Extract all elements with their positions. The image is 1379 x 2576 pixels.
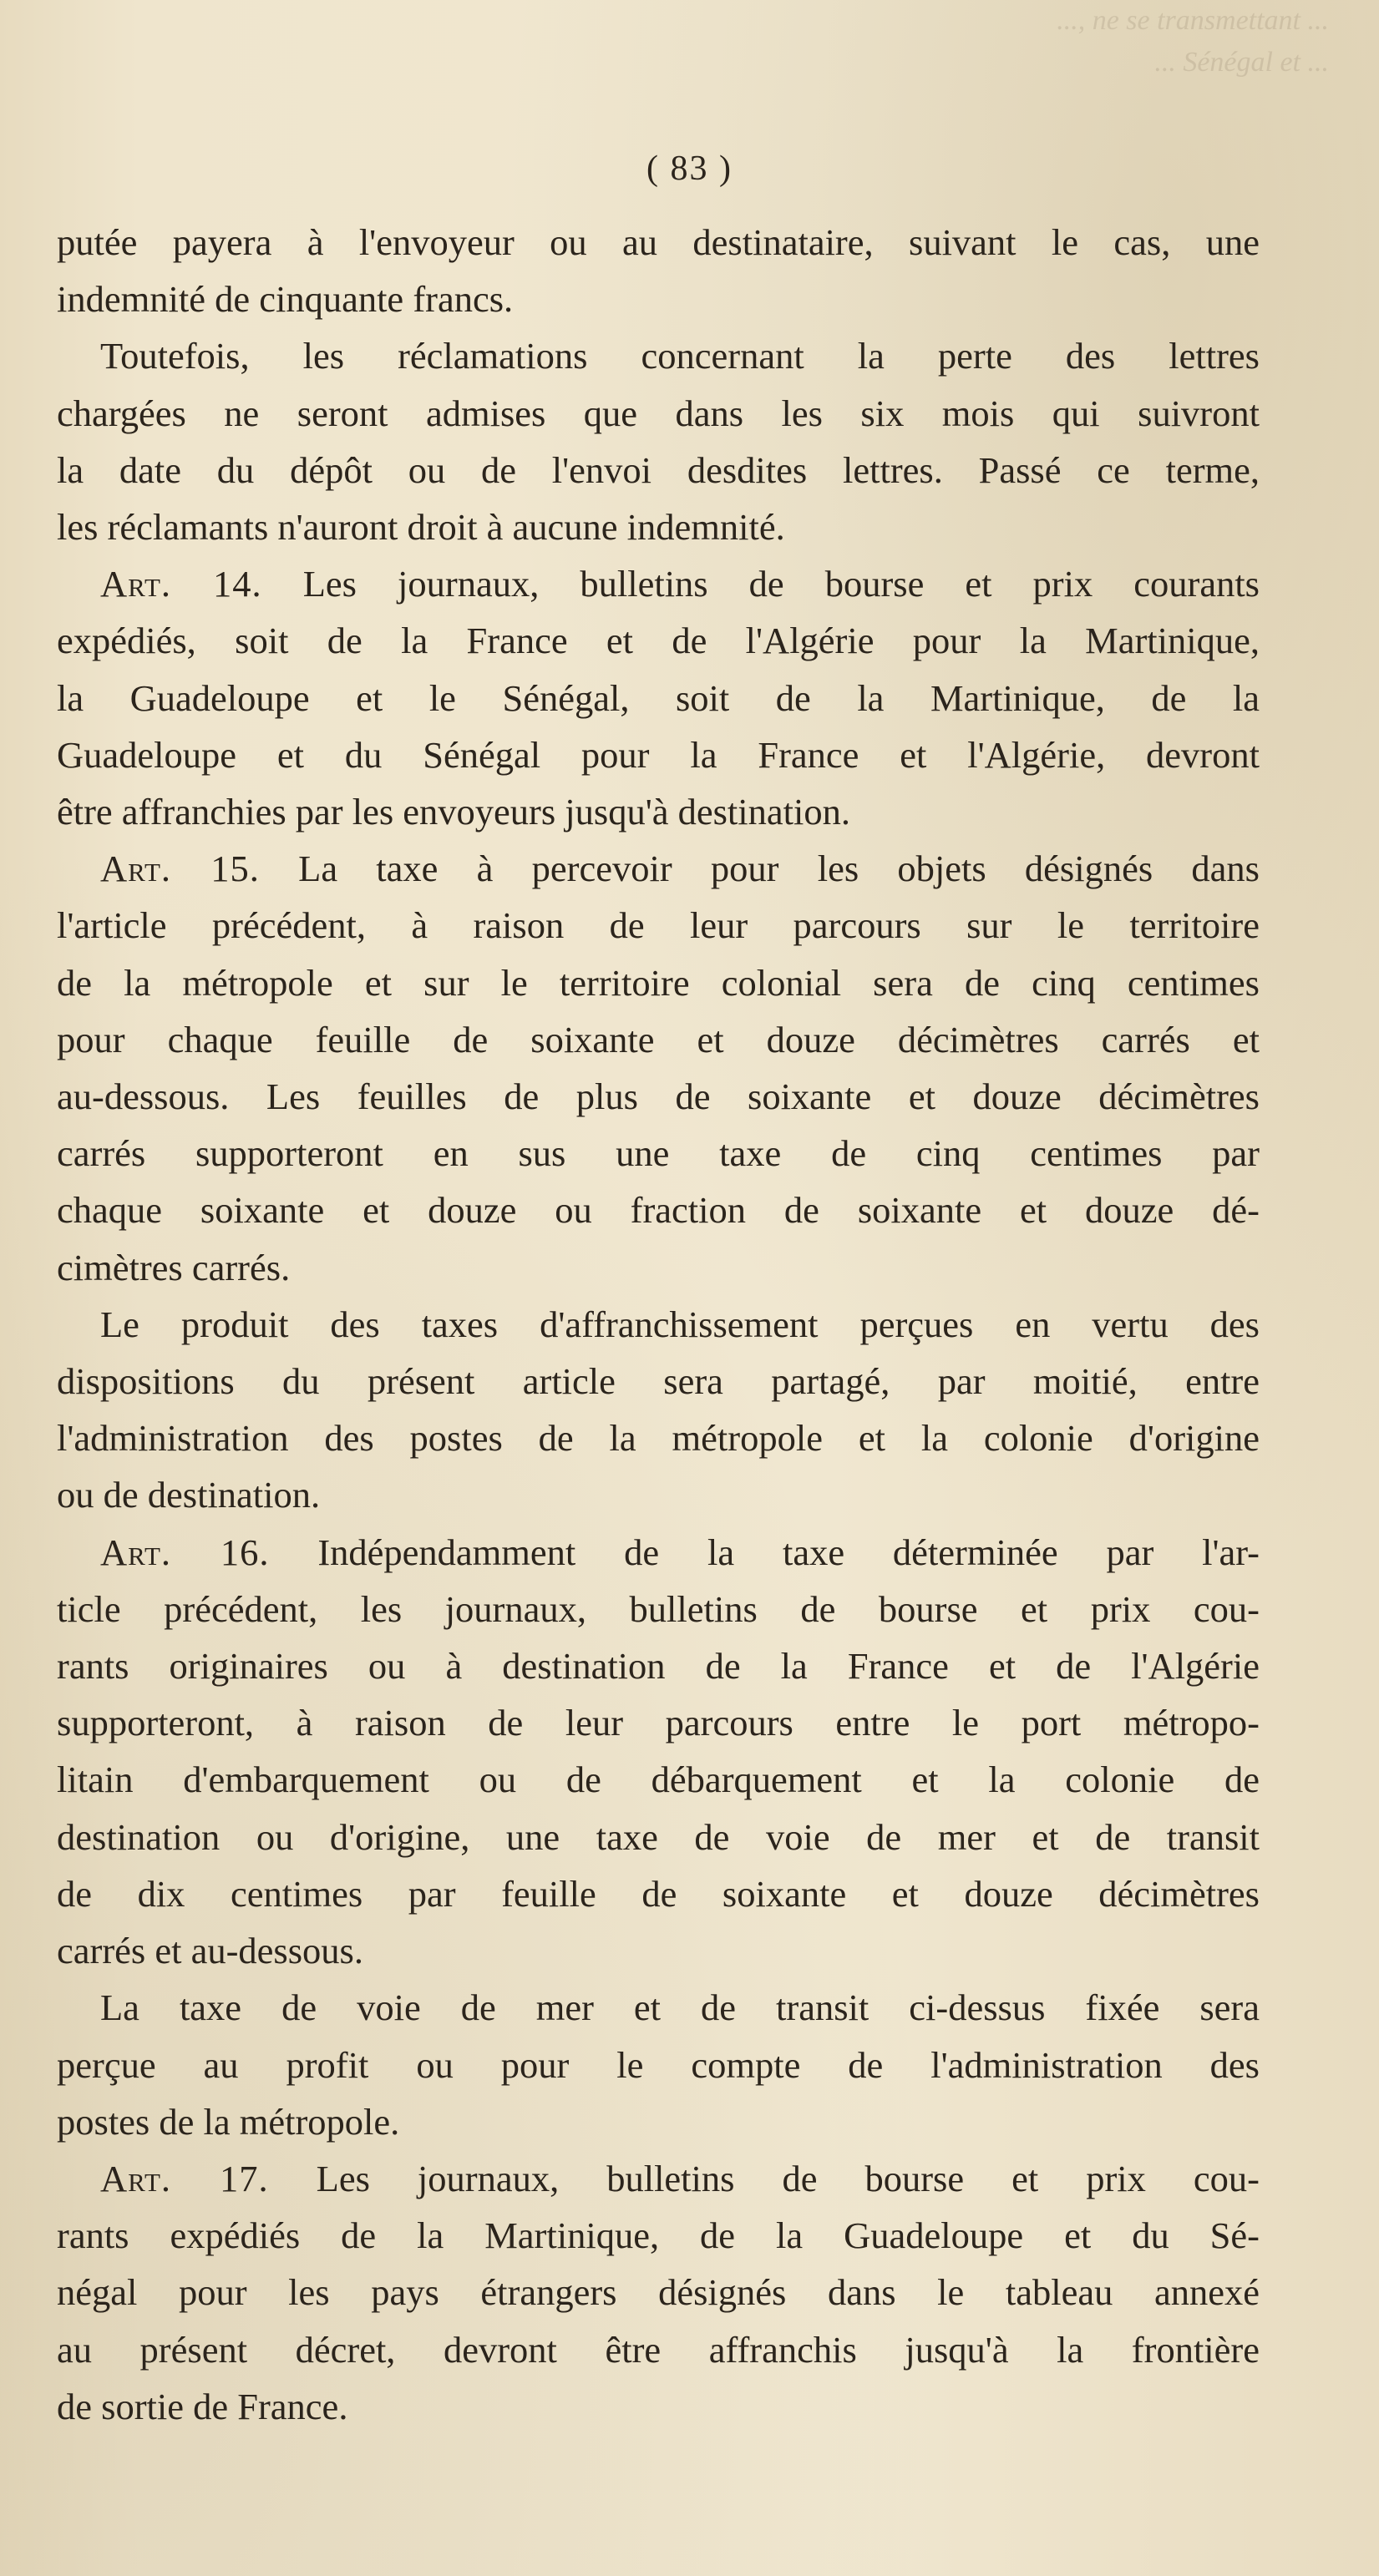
article-label: Art. 14. (100, 563, 262, 605)
text-line: rants expédiés de la Martinique, de la Guadeloupe et du Sé- (57, 2214, 1260, 2257)
article-16 (57, 1524, 1260, 1980)
text-line: de dix centimes par feuille de soixante et douze décimètres (57, 1872, 1260, 1915)
text-line: La taxe de voie de mer et de transit ci-dessus fixée sera (100, 1986, 1260, 2029)
line-fragment: Indépendamment de la taxe déterminée par l'ar- (269, 1531, 1260, 1573)
text-line: de sortie de France. (57, 2385, 348, 2427)
paragraph (57, 214, 1260, 327)
text-line: la date du dépôt ou de l'envoi desdites lettres. Passé ce terme, (57, 448, 1260, 491)
page-number: ( 83 ) (646, 149, 733, 188)
text-line: l'article précédent, à raison de leur parcours sur le territoire (57, 904, 1260, 947)
paragraph (57, 1296, 1260, 1524)
text-line: Toutefois, les réclamations concernant la perte des lettres (100, 335, 1260, 377)
paragraph (57, 1979, 1260, 2150)
line-fragment: Les journaux, bulletins de bourse et prix courants (261, 563, 1260, 605)
text-line: ticle précédent, les journaux, bulletins de bourse et prix cou- (57, 1587, 1260, 1630)
text-line: être affranchies par les envoyeurs jusqu'à destination. (57, 791, 851, 833)
text-line: au-dessous. Les feuilles de plus de soixante et douze décimètres (57, 1075, 1260, 1118)
text-line: perçue au profit ou pour le compte de l'administration des (57, 2043, 1260, 2086)
text-line (57, 2150, 1260, 2207)
text-line: rants originaires ou à destination de la France et de l'Algérie (57, 1645, 1260, 1688)
text-line: supporteront, à raison de leur parcours entre le port métropo- (57, 1702, 1260, 1744)
text-line (57, 840, 1260, 897)
line-fragment: La taxe à percevoir pour les objets désignés dans (259, 848, 1260, 890)
article-label: Art. 17. (100, 2157, 269, 2199)
text-line: les réclamants n'auront droit à aucune indemnité. (57, 506, 785, 549)
text-line: carrés et au-dessous. (57, 1930, 363, 1972)
text-line: cimètres carrés. (57, 1246, 291, 1288)
article-15 (57, 840, 1260, 1296)
line-fragment: Les journaux, bulletins de bourse et prix cou- (268, 2157, 1260, 2199)
bleed-line: ..., ne se transmettant ... (1057, 5, 1329, 36)
text-line: litain d'embarquement ou de débarquement et la colonie de (57, 1759, 1260, 1801)
paragraph (57, 327, 1260, 555)
text-line: destination ou d'origine, une taxe de voie de mer et de transit (57, 1815, 1260, 1858)
text-line: postes de la métropole. (57, 2100, 400, 2143)
text-line (57, 555, 1260, 612)
text-line: expédiés, soit de la France et de l'Algérie pour la Martinique, (57, 620, 1260, 662)
text-line: négal pour les pays étrangers désignés dans le tableau annexé (57, 2271, 1260, 2314)
text-line: Guadeloupe et du Sénégal pour la France et l'Algérie, devront (57, 733, 1260, 776)
text-line: l'administration des postes de la métropole et la colonie d'origine (57, 1417, 1260, 1460)
text-line: dispositions du présent article sera partagé, par moitié, entre (57, 1360, 1260, 1403)
text-line: chargées ne seront admises que dans les six mois qui suivront (57, 392, 1260, 434)
text-line: carrés supporteront en sus une taxe de cinq centimes par (57, 1132, 1260, 1175)
text-line: ou de destination. (57, 1474, 321, 1516)
text-line: au présent décret, devront être affranchis jusqu'à la frontière (57, 2328, 1260, 2371)
article-17 (57, 2150, 1260, 2435)
text-line: putée payera à l'envoyeur ou au destinataire, suivant le cas, une (57, 221, 1260, 263)
text-line: la Guadeloupe et le Sénégal, soit de la Martinique, de la (57, 676, 1260, 719)
body-text (57, 214, 1260, 2435)
text-line: de la métropole et sur le territoire colonial sera de cinq centimes (57, 961, 1260, 1004)
bleed-line: ... Sénégal et ... (1154, 47, 1329, 78)
text-line: Le produit des taxes d'affranchissement perçues en vertu des (100, 1303, 1260, 1345)
article-label: Art. 16. (100, 1531, 270, 1573)
text-line: pour chaque feuille de soixante et douze décimètres carrés et (57, 1018, 1260, 1060)
text-line (57, 1524, 1260, 1581)
article-14 (57, 555, 1260, 840)
text-line: chaque soixante et douze ou fraction de soixante et douze dé- (57, 1189, 1260, 1232)
text-line: indemnité de cinquante francs. (57, 278, 514, 321)
article-label: Art. 15. (100, 848, 260, 890)
